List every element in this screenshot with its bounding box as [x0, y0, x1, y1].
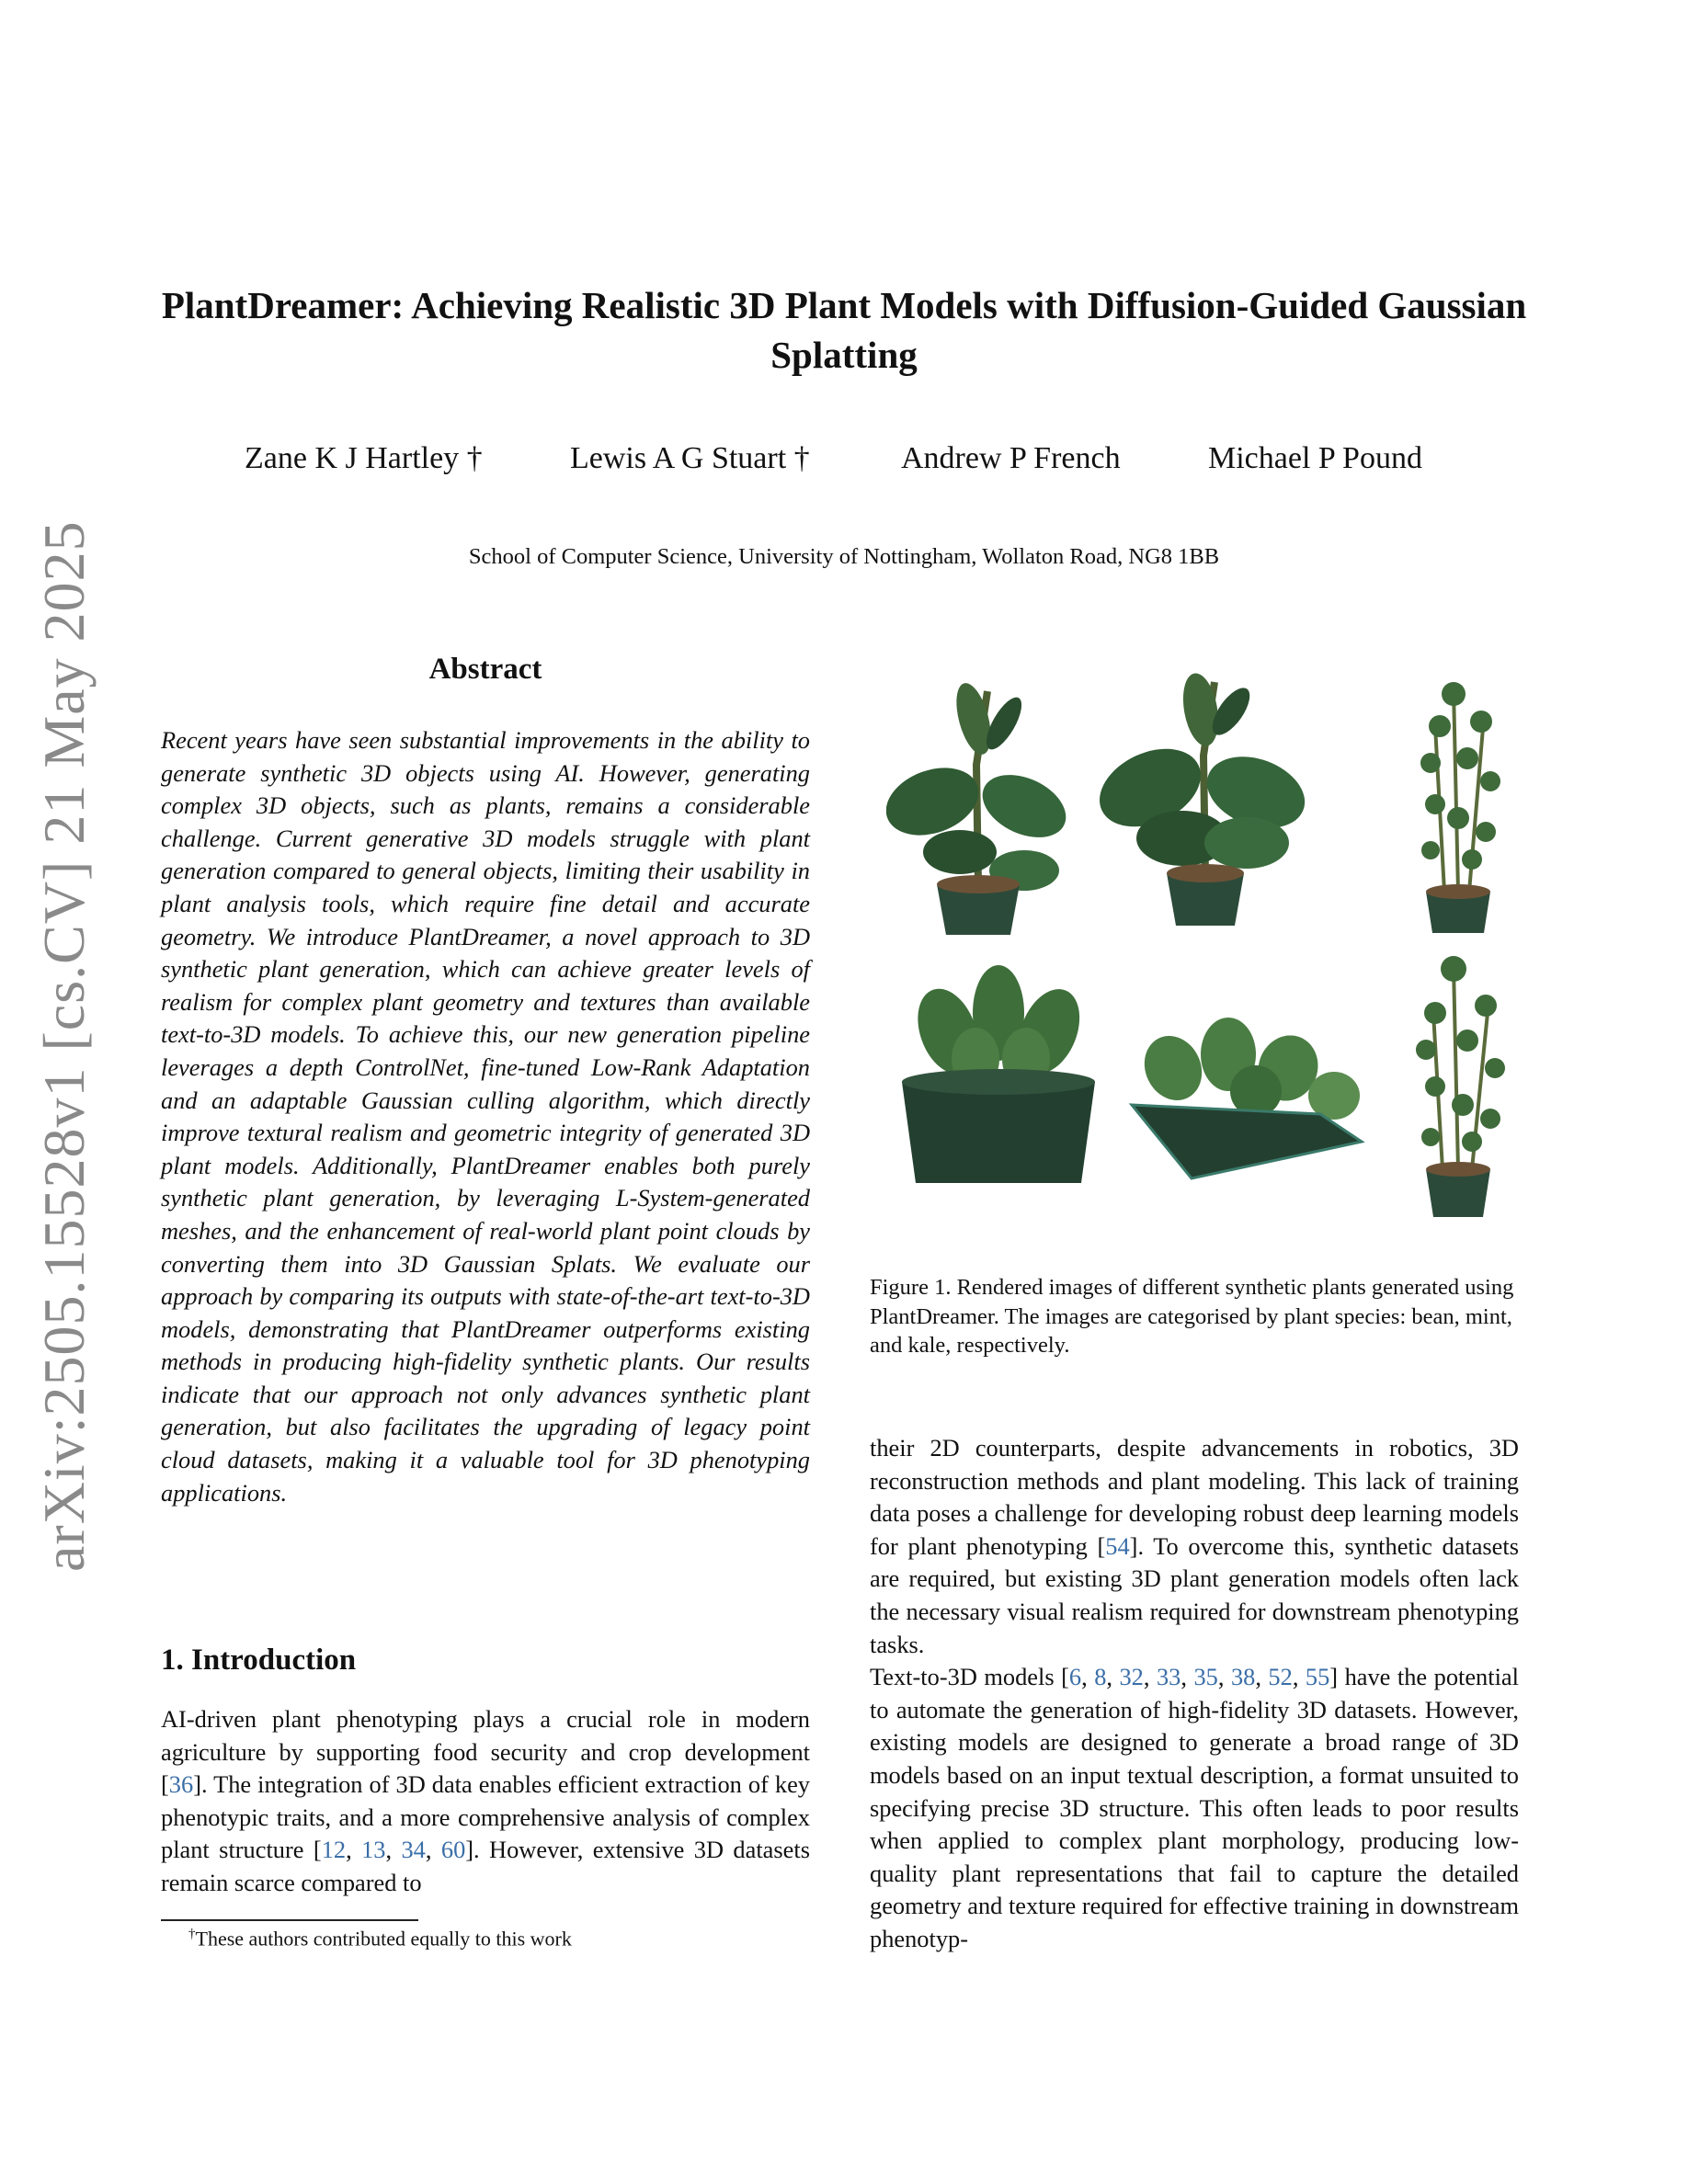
introduction-paragraph: AI-driven plant phenotyping plays a crucial role in modern agriculture by supporting food security and crop development [36]. The integration of 3D data enables efficient extraction of key phenotypic traits, and a more comprehensive analysis of complex plant structure [12, 13, 34, 60]. However, extensive 3D datasets remain scarce compared to — [161, 1705, 810, 1896]
citation-link[interactable]: 52 — [1268, 1663, 1293, 1691]
citation-link[interactable]: 34 — [401, 1836, 426, 1864]
figure-1-caption: Figure 1. Rendered images of different synthetic plants generated using PlantDreamer. The images are categorised by plant species: bean, mint, and kale, respectively. — [870, 1275, 1514, 1358]
citation-link[interactable]: 54 — [1105, 1531, 1130, 1560]
citation-link[interactable]: 35 — [1193, 1663, 1218, 1691]
introduction-heading: 1. Introduction — [161, 1644, 357, 1677]
mint-plant-render-1 — [1403, 671, 1513, 938]
paper-title: PlantDreamer: Achieving Realistic 3D Plant Models with Diffusion-Guided Gaussian Splatting — [161, 284, 1527, 376]
abstract-heading: Abstract — [428, 653, 542, 686]
citation-link[interactable]: 32 — [1119, 1663, 1144, 1691]
citation-link[interactable]: 33 — [1156, 1663, 1181, 1691]
author-1: Zane K J Hartley † — [245, 441, 483, 475]
footnote-divider — [161, 1919, 418, 1921]
paragraph: their 2D counterparts, despite advancements in robotics, 3D reconstruction methods and plant modeling. This lack of training data poses a challenge for developing robust deep learning models for plant phenotyping [54]. To overcome this, synthetic datasets are required, but existing 3D plant generation models often lack the necessary visual realism required for downstream phenotyping tasks. — [870, 1434, 1519, 1658]
abstract-body: Recent years have seen substantial improvements in the ability to generate synthetic 3D objects using AI. However, generating complex 3D objects, such as plants, remains a considerable challenge. Current generative 3D models struggle with plant generation compared to general objects, limiting their usability in plant analysis tools, which require fine detail and accurate geometry. We introduce PlantDreamer, a novel approach to 3D synthetic plant generation, which can achieve greater levels of realism for complex plant geometry and textures than available text-to-3D models. To achieve this, our new generation pipeline leverages a depth ControlNet, fine-tuned Low-Rank Adaptation and an adaptable Gaussian culling algorithm, which directly improve textural realism and geometric integrity of generated 3D plant models. Additionally, PlantDreamer enables both purely synthetic plant generation, by leveraging L-System-generated meshes, and the enhancement of real-world plant point clouds by converting them into 3D Gaussian Splats. We evaluate our approach by comparing its outputs with state-of-the-art text-to-3D models, demonstrating that PlantDreamer outperforms existing methods in producing high-fidelity synthetic plants. Our results indicate that our approach not only advances synthetic plant generation, but also facilitates the upgrading of legacy point cloud datasets, making it a valuable tool for 3D phenotyping applications. — [161, 726, 810, 1507]
mint-plant-render-2 — [1398, 949, 1518, 1224]
citation-link[interactable]: 6 — [1068, 1663, 1082, 1691]
kale-plant-render-2 — [1127, 1004, 1366, 1188]
citation-link[interactable]: 12 — [321, 1836, 347, 1864]
citation-link[interactable]: 8 — [1094, 1663, 1107, 1691]
kale-plant-render-1 — [893, 958, 1104, 1188]
citation-link[interactable]: 38 — [1230, 1663, 1256, 1691]
arxiv-identifier-stamp: arXiv:2505.15528v1 [cs.CV] 21 May 2025 — [31, 520, 97, 1572]
citation-link[interactable]: 13 — [361, 1836, 386, 1864]
author-4: Michael P Pound — [1208, 441, 1422, 475]
introduction-continued — [870, 1432, 1519, 1956]
affiliation: School of Computer Science, University of Nottingham, Wollaton Road, NG8 1BB — [468, 544, 1220, 569]
citation-link[interactable]: 60 — [440, 1836, 466, 1864]
bean-plant-render-1 — [886, 654, 1070, 939]
bean-plant-render-2 — [1095, 654, 1316, 930]
figure-1-plant-renders — [870, 654, 1519, 1243]
author-2: Lewis A G Stuart † — [570, 441, 810, 475]
footnote: †These authors contributed equally to this work — [188, 1927, 572, 1951]
citation-link[interactable]: 36 — [168, 1770, 194, 1799]
author-3: Andrew P French — [901, 441, 1121, 475]
paragraph: Text-to-3D models [6, 8, 32, 33, 35, 38, 52, 55] have the potential to automate the generation of high-fidelity 3D datasets. However, existing models are designed to generate a broad range of 3D models based on an input textual description, a format unsuited to specifying precise 3D structure. This often leads to poor results when applied to complex plant morphology, producing low-quality plant representations that fail to capture the detailed geometry and texture required for effective training in downstream phenotyp- — [870, 1663, 1519, 1952]
citation-link[interactable]: 55 — [1305, 1663, 1330, 1691]
